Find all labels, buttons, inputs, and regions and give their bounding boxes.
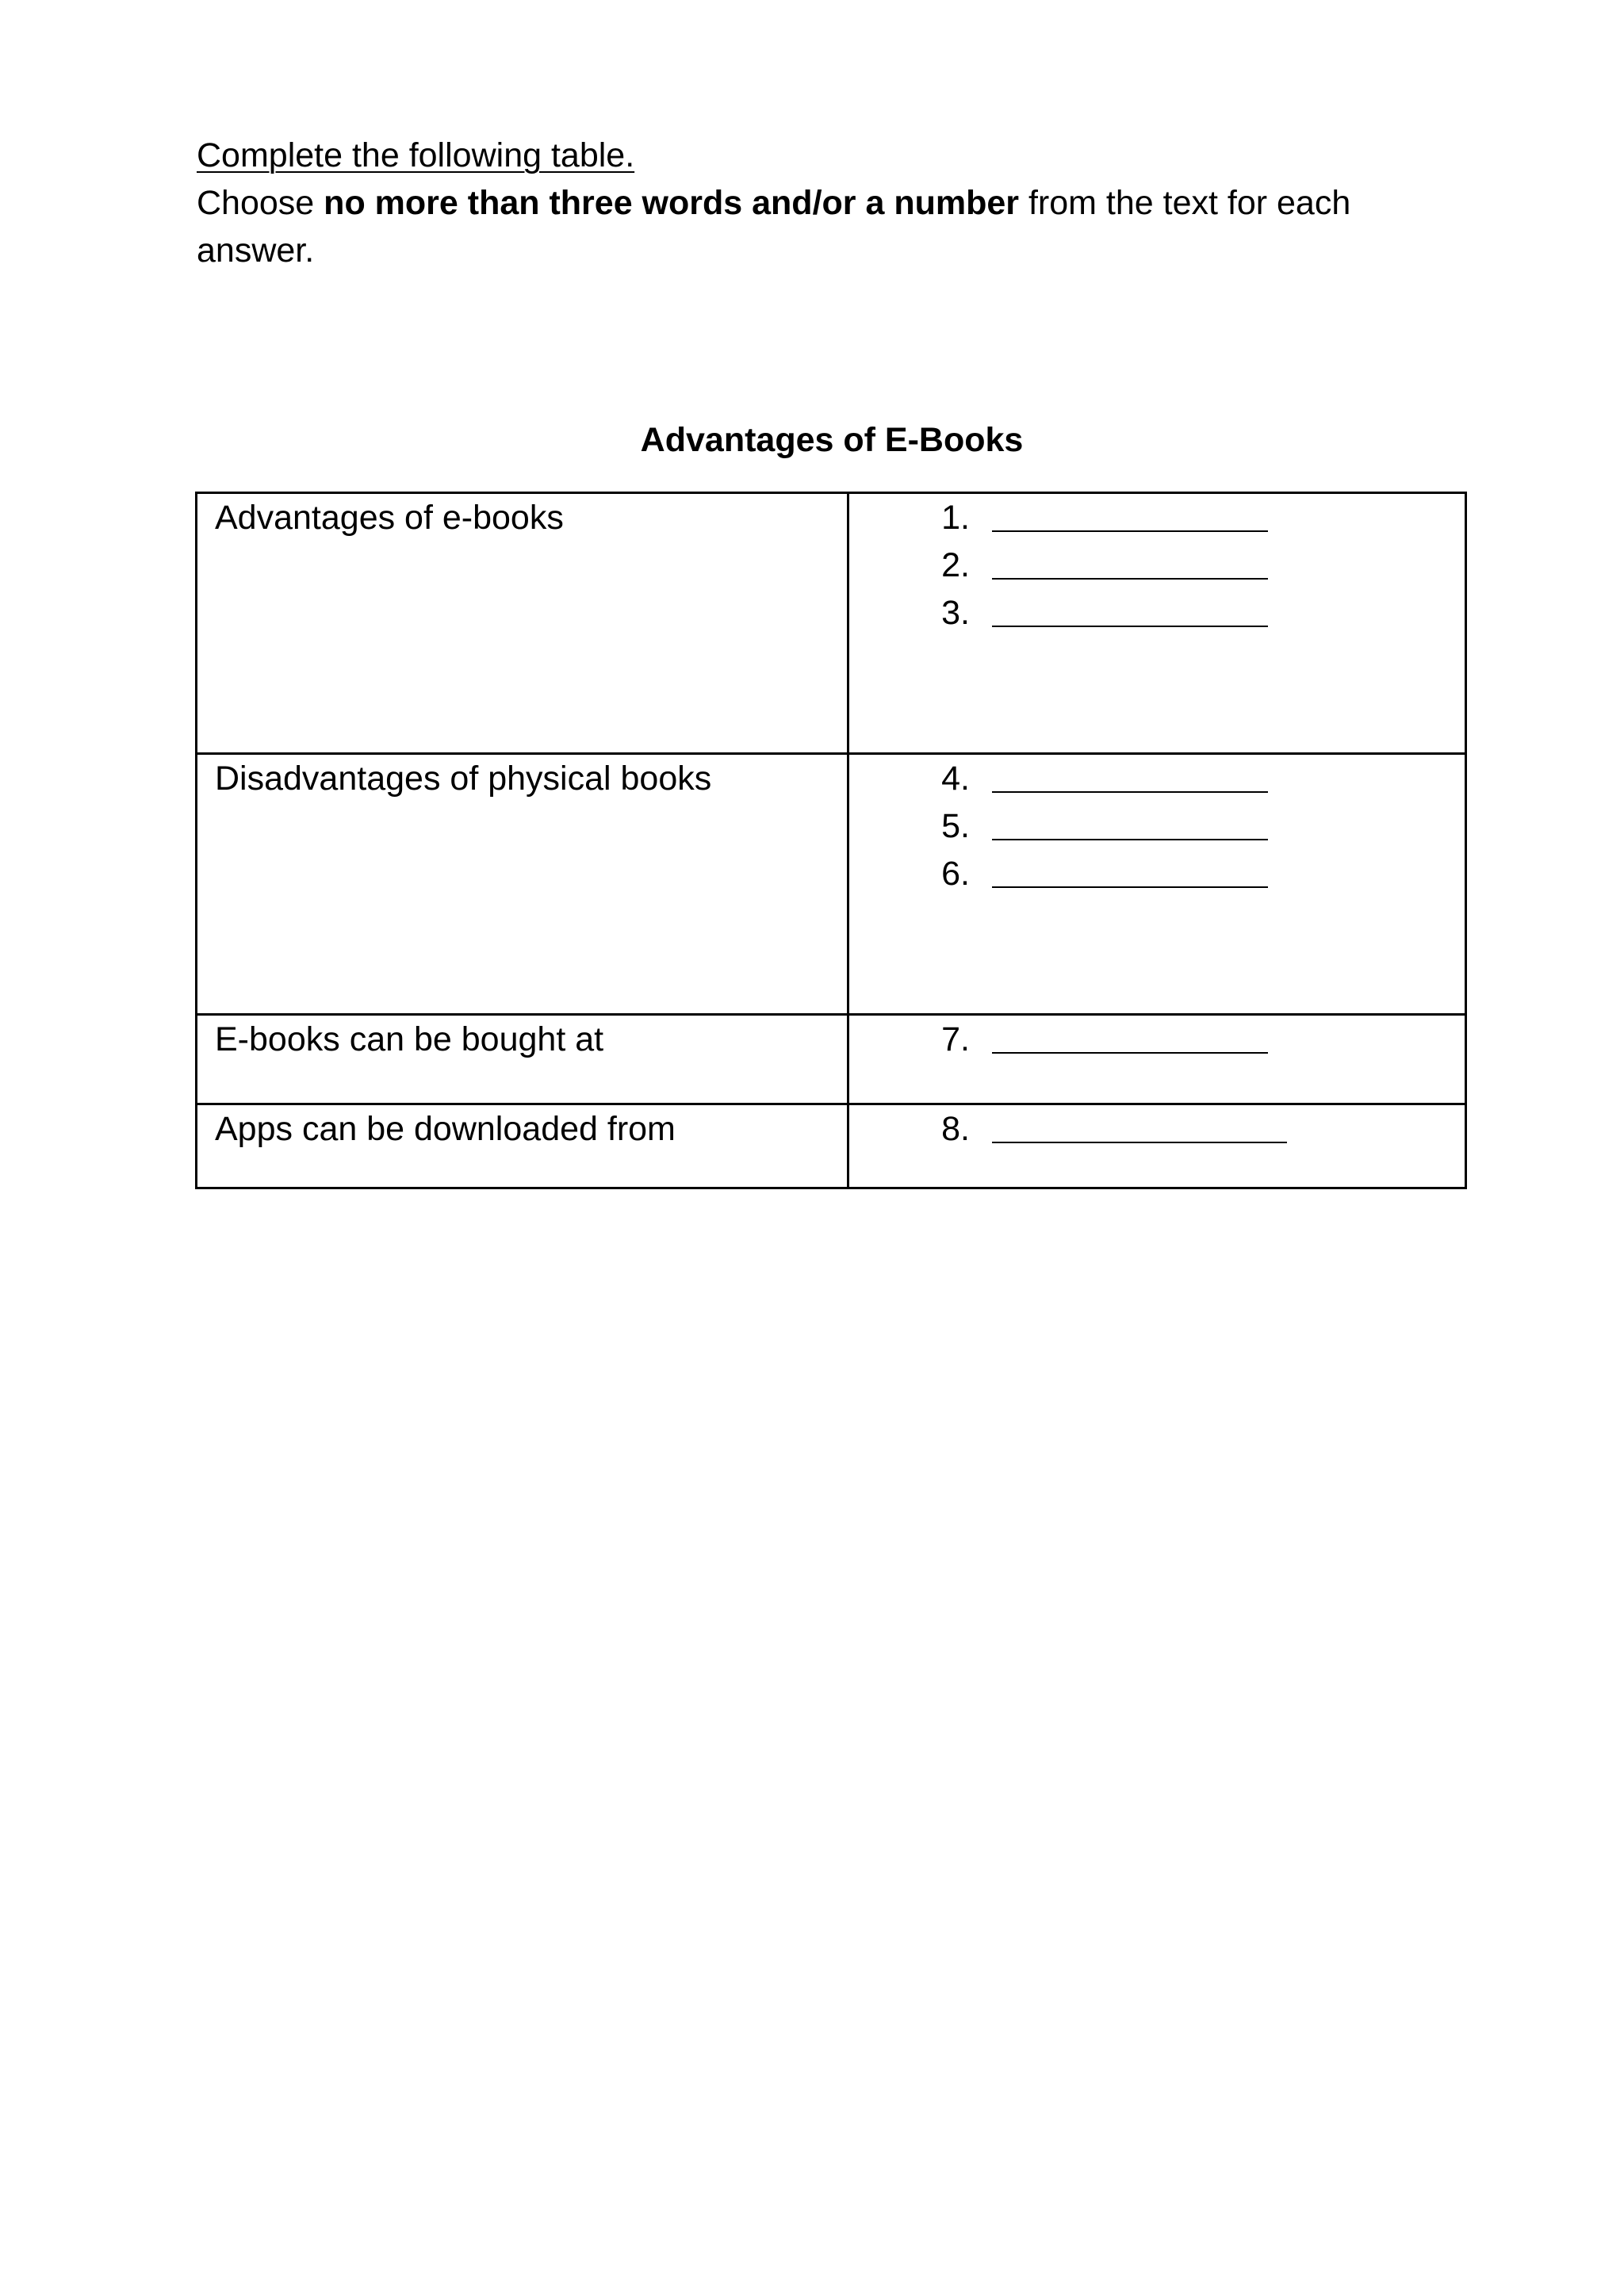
answer-blank[interactable] <box>992 568 1268 580</box>
answer-number: 1. <box>941 499 970 537</box>
answer-blank[interactable] <box>992 829 1268 840</box>
answer-item <box>914 755 1465 802</box>
answer-item <box>914 494 1465 541</box>
row-label: Apps can be downloaded from <box>197 1104 848 1188</box>
instructions <box>197 132 1481 274</box>
table-title: Advantages of E-Books <box>640 421 1024 459</box>
answer-item <box>914 1016 1465 1063</box>
answer-blank[interactable] <box>992 782 1268 793</box>
answer-number: 4. <box>941 760 970 798</box>
row-label: Disadvantages of physical books <box>197 754 848 1015</box>
answer-list <box>849 1016 1465 1063</box>
answer-blank[interactable] <box>992 1132 1287 1143</box>
answer-number: 3. <box>941 594 970 632</box>
answer-cell <box>848 1015 1466 1104</box>
table-row <box>197 1015 1466 1104</box>
answer-list <box>849 755 1465 897</box>
instructions-line-1 <box>197 179 1481 227</box>
table-row <box>197 1104 1466 1188</box>
answer-list <box>849 1105 1465 1153</box>
answer-cell <box>848 493 1466 754</box>
row-label: Advantages of e-books <box>197 493 848 754</box>
answer-blank[interactable] <box>992 1043 1268 1054</box>
answer-number: 2. <box>941 546 970 584</box>
table-row <box>197 493 1466 754</box>
answer-blank[interactable] <box>992 616 1268 627</box>
answer-table <box>195 492 1467 1189</box>
answer-item <box>914 589 1465 637</box>
instructions-line-2: answer. <box>197 232 315 270</box>
answer-number: 7. <box>941 1020 970 1058</box>
answer-cell <box>848 1104 1466 1188</box>
answer-blank[interactable] <box>992 521 1268 532</box>
answer-blank[interactable] <box>992 877 1268 888</box>
answer-list <box>849 494 1465 637</box>
instructions-post: from the text for each <box>1019 184 1351 222</box>
answer-number: 8. <box>941 1110 970 1148</box>
answer-number: 5. <box>941 807 970 845</box>
instructions-emphasis: no more than three words and/or a number <box>324 184 1020 222</box>
answer-item <box>914 802 1465 850</box>
answer-item <box>914 541 1465 589</box>
instructions-pre: Choose <box>197 184 324 222</box>
answer-cell <box>848 754 1466 1015</box>
row-label: E-books can be bought at <box>197 1015 848 1104</box>
answer-item <box>914 1105 1465 1153</box>
instructions-heading: Complete the following table. <box>197 136 635 174</box>
answer-item <box>914 850 1465 897</box>
table-row <box>197 754 1466 1015</box>
answer-number: 6. <box>941 855 970 893</box>
